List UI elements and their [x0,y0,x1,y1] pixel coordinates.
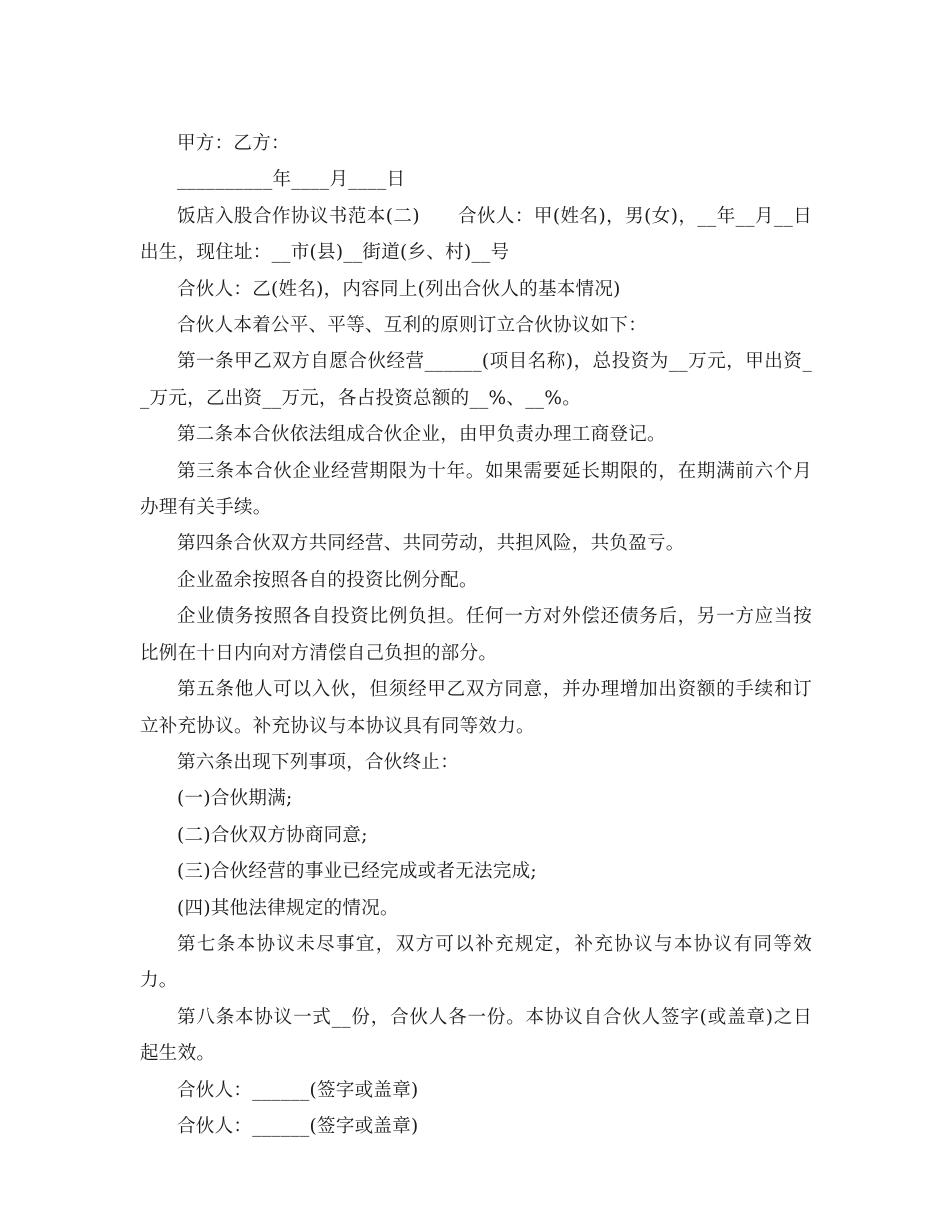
partner-a-info: 饭店入股合作协议书范本(二) 合伙人：甲(姓名)，男(女)，__年__月__日出生，现住址：__市(县)__街道(乡、村)__号 [140,205,812,264]
termination-item-1: (一)合伙期满; [177,788,293,810]
termination-item-2: (二)合伙双方协商同意; [177,824,368,846]
termination-item-3: (三)合伙经营的事业已经完成或者无法完成; [177,861,537,883]
article-2: 第二条本合伙依法组成合伙企业，由甲负责办理工商登记。 [177,424,666,446]
debt-liability: 企业债务按照各自投资比例负担。任何一方对外偿还债务后，另一方应当按比例在十日内向对方清偿自己负担的部分。 [140,606,812,664]
article-1: 第一条甲乙双方自愿合伙经营______(项目名称)，总投资为__万元，甲出资__万元，乙出资__万元，各占投资总额的__%、__%。 [140,351,812,409]
signature-line-2: 合伙人：______(签字或盖章) [177,1115,419,1137]
partner-b-info: 合伙人：乙(姓名)，内容同上(列出合伙人的基本情况) [177,278,621,300]
article-7: 第七条本协议未尽事宜，双方可以补充规定，补充协议与本协议有同等效力。 [140,933,812,992]
article-6: 第六条出现下列事项，合伙终止： [177,751,460,773]
profit-distribution: 企业盈余按照各自的投资比例分配。 [177,569,478,591]
date-line: __________年____月____日 [177,169,406,191]
article-8: 第八条本协议一式__份，合伙人各一份。本协议自合伙人签字(或盖章)之日起生效。 [140,1006,812,1065]
termination-item-4: (四)其他法律规定的情况。 [177,897,399,919]
article-5: 第五条他人可以入伙，但须经甲乙双方同意，并办理增加出资额的手续和订立补充协议。补充协议与本协议具有同等效力。 [140,679,812,737]
party-header: 甲方：乙方： [177,133,290,154]
signature-line-1: 合伙人：______(签字或盖章) [177,1079,419,1101]
article-4: 第四条合伙双方共同经营、共同劳动，共担风险，共负盈亏。 [177,533,685,555]
document-body [140,126,812,1145]
agreement-intro: 合伙人本着公平、平等、互利的原则订立合伙协议如下： [177,315,648,337]
article-3: 第三条本合伙企业经营期限为十年。如果需要延长期限的，在期满前六个月办理有关手续。 [140,460,812,519]
